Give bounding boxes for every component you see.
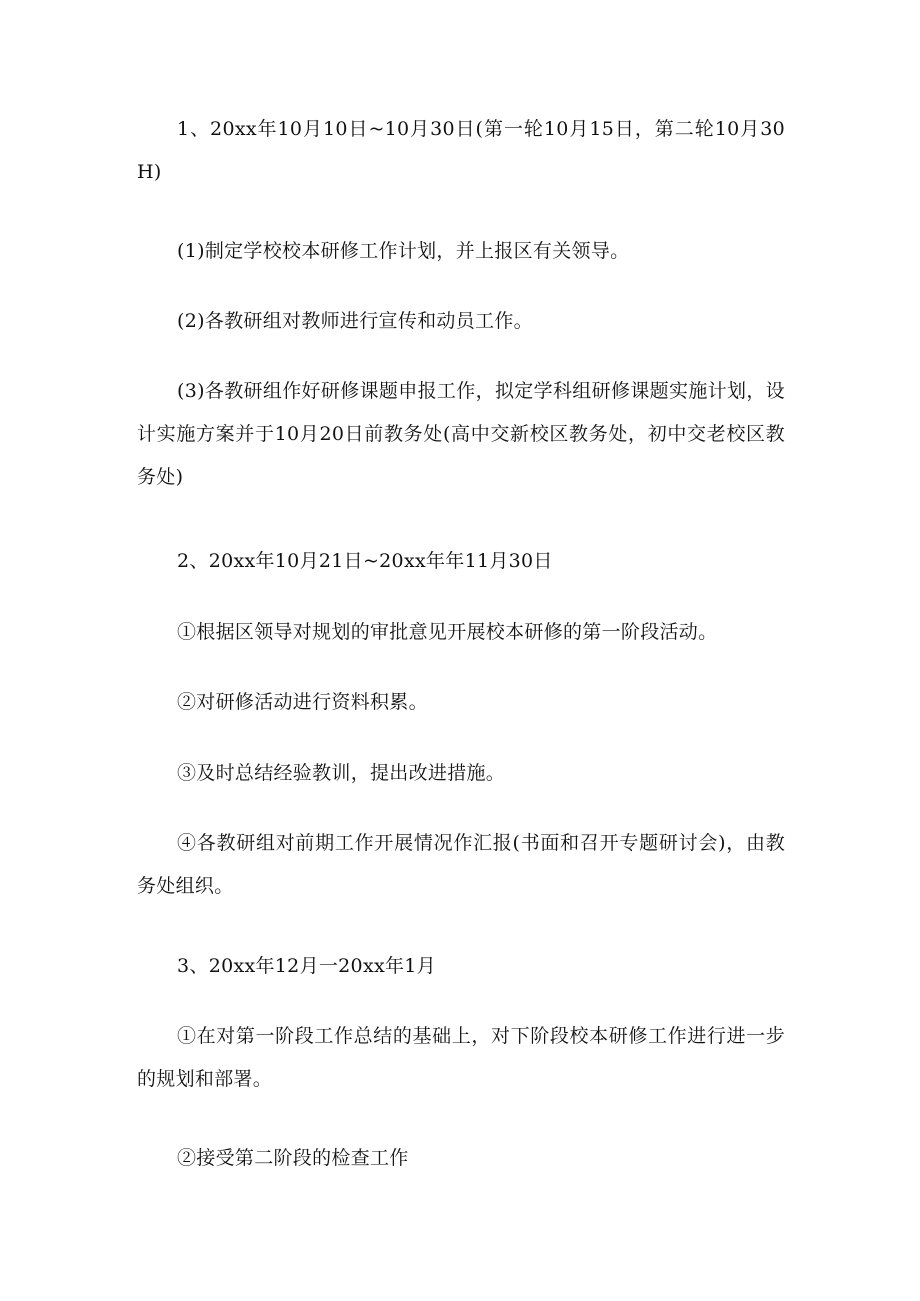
phase-2-item-1: ①根据区领导对规划的审批意见开展校本研修的第一阶段活动。	[177, 621, 718, 643]
phase-2-item-3: ③及时总结经验教训，提出改进措施。	[177, 762, 506, 784]
phase-2-heading: 2、20xx年10月21日~20xx年年11月30日	[177, 550, 553, 572]
phase-3-item-1: ①在对第一阶段工作总结的基础上，对下阶段校本研修工作进行进一步的规划和部署。	[137, 1025, 785, 1090]
phase-1-item-3: (3)各教研组作好研修课题申报工作，拟定学科组研修课题实施计划，设计实施方案并于10月20日前教务处(高中交新校区教务处，初中交老校区教务处)	[137, 380, 785, 488]
phase-3-item-2: ②接受第二阶段的检查工作	[177, 1147, 409, 1169]
phase-1-heading: 1、20xx年10月10日~10月30日(第一轮10月15日，第二轮10月30H)	[137, 118, 785, 183]
phase-1-item-2: (2)各教研组对教师进行宣传和动员工作。	[177, 310, 533, 332]
phase-3-heading: 3、20xx年12月一20xx年1月	[177, 955, 436, 977]
phase-2-item-4: ④各教研组对前期工作开展情况作汇报(书面和召开专题研讨会)，由教务处组织。	[137, 832, 785, 897]
phase-2-item-2: ②对研修活动进行资料积累。	[177, 691, 428, 713]
phase-1-item-1: (1)制定学校校本研修工作计划，并上报区有关领导。	[177, 240, 630, 262]
